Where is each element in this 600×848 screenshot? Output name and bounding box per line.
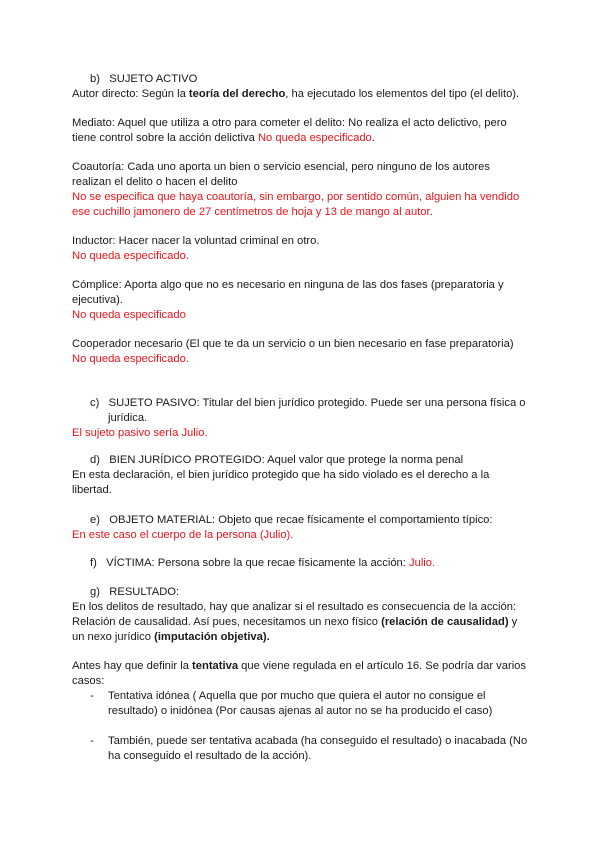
section-d-line-3: libertad. (72, 484, 112, 496)
section-g-line-3-text: un nexo jurídico (72, 631, 155, 643)
tentativa-bullet-2: - (90, 735, 94, 747)
section-d-label: d) (90, 454, 100, 466)
mediato-red-note: No queda especificado (257, 132, 372, 144)
complice-red-note: No queda especificado (72, 309, 186, 321)
autor-directo-bold: teoría del derecho (188, 88, 286, 100)
section-g-label: g) (90, 586, 100, 598)
autor-directo-pre: Autor directo: Según la (72, 88, 189, 100)
section-d-text: BIEN JURÍDICO PROTEGIDO: Aquel valor que protege la norma penal (109, 454, 464, 466)
section-d-line-1 (90, 453, 463, 468)
section-c-line-1 (90, 396, 526, 411)
complice-line-2: ejecutiva). (72, 294, 123, 306)
section-f-label: f) (90, 557, 97, 569)
inductor-line: Inductor: Hacer nacer la voluntad criminal en otro. (72, 235, 320, 247)
section-g-line-2 (72, 615, 517, 630)
tentativa-bullet-1: - (90, 690, 94, 702)
mediato-line-1: Mediato: Aquel que utiliza a otro para cometer el delito: No realiza el acto delictivo, pero (72, 117, 507, 129)
section-g-line-3-bold: (imputación objetiva). (154, 631, 270, 643)
section-c-line-2: jurídica. (108, 412, 148, 424)
section-d-line-2: En esta declaración, el bien jurídico protegido que ha sido violado es el derecho a la (72, 469, 490, 481)
tentativa-line-1 (72, 659, 526, 674)
section-e-line-1 (90, 513, 493, 528)
mediato-end: . (371, 132, 375, 144)
section-b-label: b) (90, 73, 100, 85)
tentativa-item-2-line-2: ha conseguido el resultado de la acción). (108, 750, 312, 762)
coautoria-line-1: Coautoría: Cada uno aporta un bien o servicio esencial, pero ninguno de los autores (72, 161, 490, 173)
cooperador-red-note: No queda especificado. (72, 353, 189, 365)
autor-directo-post: , ha ejecutado los elementos del tipo (el delito). (285, 88, 520, 100)
autor-directo-line (72, 87, 519, 102)
complice-line-1: Cómplice: Aporta algo que no es necesario en ninguna de las dos fases (preparatoria y (72, 279, 504, 291)
section-g-title: RESULTADO: (109, 586, 180, 598)
coautoria-line-2: realizan el delito o hacen el delito (72, 176, 238, 188)
section-g-line-2-end: y (508, 616, 518, 628)
coautoria-end: . (429, 206, 433, 218)
section-e-text: OBJETO MATERIAL: Objeto que recae físicamente el comportamiento típico: (109, 514, 493, 526)
section-f-red-note: Julio. (409, 557, 436, 569)
section-g-line-1: En los delitos de resultado, hay que analizar si el resultado es consecuencia de la acción: (72, 601, 517, 613)
section-g-line-2-text: Relación de causalidad. Así pues, necesitamos un nexo físico (72, 616, 382, 628)
tentativa-pre: Antes hay que definir la (72, 660, 193, 672)
coautoria-red-line-2 (72, 205, 433, 220)
section-c-text: SUJETO PASIVO: Titular del bien jurídico protegido. Puede ser una persona física o (108, 397, 526, 409)
tentativa-line-2: casos: (72, 675, 105, 687)
section-g-line-2-bold: (relación de causalidad) (381, 616, 509, 628)
mediato-text: tiene control sobre la acción delictiva (72, 132, 258, 144)
tentativa-item-1-line-1: Tentativa idónea ( Aquella que por mucho que quiera el autor no consigue el (108, 690, 486, 702)
inductor-red-note: No queda especificado. (72, 250, 189, 262)
cooperador-line: Cooperador necesario (El que te da un servicio o un bien necesario en fase preparatoria) (72, 338, 514, 350)
tentativa-post: que viene regulada en el artículo 16. Se podría dar varios (238, 660, 526, 672)
section-e-label: e) (90, 514, 100, 526)
section-g-line-3 (72, 630, 270, 645)
section-c-label: c) (90, 397, 100, 409)
coautoria-red-text: ese cuchillo jamonero de 27 centímetros de hoja y 13 de mango al autor (72, 206, 430, 218)
tentativa-item-2-line-1: También, puede ser tentativa acabada (ha conseguido el resultado) o inacabada (No (108, 735, 528, 747)
section-g-heading (90, 585, 179, 600)
section-b-title: SUJETO ACTIVO (109, 73, 198, 85)
tentativa-bold: tentativa (192, 660, 239, 672)
mediato-line-2 (72, 131, 375, 146)
section-f-text: VÍCTIMA: Persona sobre la que recae físicamente la acción: (106, 557, 409, 569)
section-f-line (90, 556, 435, 571)
section-b-heading (90, 72, 197, 87)
section-c-red-note: El sujeto pasivo sería Julio. (72, 427, 208, 439)
tentativa-item-1-line-2: resultado) o inidónea (Por causas ajenas al autor no se ha producido el caso) (108, 705, 493, 717)
section-e-red-note: En este caso el cuerpo de la persona (Julio). (72, 529, 294, 541)
coautoria-red-line-1: No se especifica que haya coautoría, sin embargo, por sentido común, alguien ha vendido (72, 191, 520, 203)
